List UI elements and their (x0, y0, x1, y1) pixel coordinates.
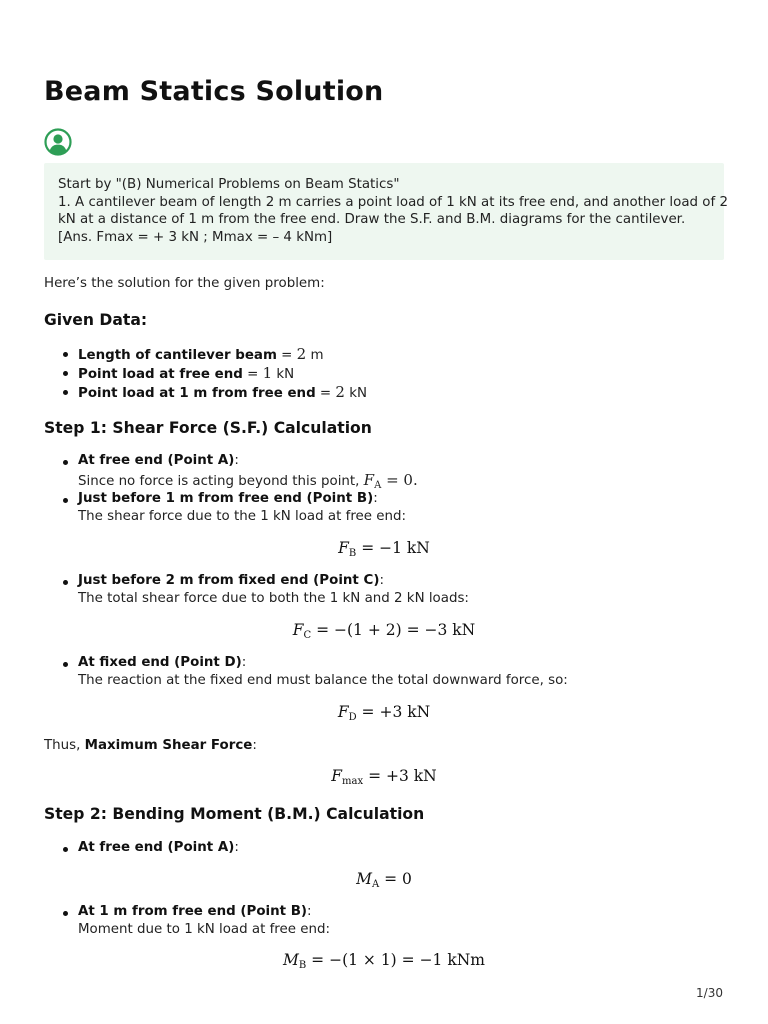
prompt-line: [Ans. Fmax = + 3 kN ; Mmax = – 4 kNm] (58, 229, 333, 245)
math-subscript: A (371, 879, 380, 890)
item-description (78, 471, 418, 491)
math-variable: F (363, 471, 375, 489)
item-equals: = (315, 386, 336, 401)
list-item (78, 453, 239, 468)
item-colon: : (241, 655, 247, 670)
item-label: Point load at free end (78, 367, 243, 382)
list-item (78, 840, 239, 855)
item-value: 2 (296, 345, 307, 363)
item-colon: : (234, 840, 239, 855)
item-unit: kN (272, 367, 295, 382)
item-colon: : (379, 573, 384, 588)
description-text: Since no force is acting beyond this point, (78, 474, 364, 489)
item-value: 1 (262, 364, 273, 382)
page-title: Beam Statics Solution (44, 76, 384, 107)
item-label: Point load at 1 m from free end (78, 386, 316, 401)
item-value: 2 (335, 383, 345, 401)
item-description: The total shear force due to both the 1 kN and 2 kN loads: (78, 591, 469, 606)
statement-suffix: : (252, 738, 257, 753)
inline-equation (364, 471, 418, 489)
intro-text: Here’s the solution for the given problem: (44, 276, 325, 291)
display-equation (44, 539, 724, 559)
math-subscript: max (342, 776, 364, 787)
item-description: The reaction at the fixed end must balance the total downward force, so: (78, 673, 568, 688)
given-data-heading: Given Data: (44, 311, 148, 329)
item-description: The shear force due to the 1 kN load at free end: (78, 509, 407, 524)
math-variable: F (337, 703, 349, 721)
display-equation (44, 703, 724, 723)
math-subscript: C (303, 630, 312, 641)
math-variable: F (338, 539, 349, 557)
statement-prefix: Thus, (44, 738, 85, 753)
statement-bold: Maximum Shear Force (84, 738, 253, 753)
max-shear-statement (44, 738, 257, 753)
math-variable: M (356, 870, 372, 888)
math-variable: F (292, 621, 304, 639)
math-variable: F (331, 767, 343, 785)
math-rest: = +3 kN (363, 767, 437, 785)
prompt-line: Start by "(B) Numerical Problems on Beam Statics" (58, 177, 400, 192)
list-item (78, 491, 378, 506)
math-rest: = +3 kN (356, 703, 431, 721)
math-rest: = −1 kN (356, 539, 430, 557)
item-label: At fixed end (Point D) (78, 655, 242, 670)
list-item (78, 383, 367, 401)
item-unit: kN (344, 386, 367, 401)
list-item (78, 655, 246, 670)
prompt-line: kN at a distance of 1 m from the free end. Draw the S.F. and B.M. diagrams for the cantilever. (58, 212, 686, 228)
math-rest: = 0. (381, 471, 418, 489)
item-equals: = (276, 348, 297, 363)
item-label: Just before 2 m from fixed end (Point C) (78, 573, 380, 588)
list-item (78, 573, 384, 588)
math-subscript: B (298, 960, 307, 971)
user-avatar-icon (44, 128, 72, 156)
display-equation (44, 870, 724, 890)
display-equation (44, 951, 724, 971)
item-label: At free end (Point A) (78, 840, 235, 855)
display-equation (44, 621, 724, 641)
math-subscript: A (374, 480, 382, 491)
math-rest: = 0 (379, 870, 412, 888)
list-item (78, 345, 324, 363)
item-label: Length of cantilever beam (78, 348, 277, 363)
item-label: Just before 1 m from free end (Point B) (78, 491, 374, 506)
math-subscript: B (348, 548, 357, 559)
display-equation (44, 767, 724, 787)
step2-heading: Step 2: Bending Moment (B.M.) Calculation (44, 805, 425, 823)
list-item (78, 364, 294, 382)
list-item (78, 904, 312, 919)
math-variable: M (283, 951, 299, 969)
item-colon: : (307, 904, 312, 919)
item-unit: m (306, 348, 324, 363)
user-prompt-box (44, 163, 728, 260)
prompt-line: 1. A cantilever beam of length 2 m carries a point load of 1 kN at its free end, and another load of 2 (58, 194, 728, 210)
item-colon: : (373, 491, 378, 506)
math-subscript: D (348, 712, 357, 723)
item-label: At 1 m from free end (Point B) (78, 904, 308, 919)
item-label: At free end (Point A) (78, 453, 235, 468)
page-number: 1/30 (696, 986, 723, 1000)
item-equals: = (242, 367, 263, 382)
step1-heading: Step 1: Shear Force (S.F.) Calculation (44, 419, 372, 437)
item-description: Moment due to 1 kN load at free end: (78, 922, 330, 937)
item-colon: : (234, 453, 239, 468)
math-rest: = −(1 + 2) = −3 kN (311, 621, 476, 639)
math-rest: = −(1 × 1) = −1 kNm (306, 951, 485, 969)
